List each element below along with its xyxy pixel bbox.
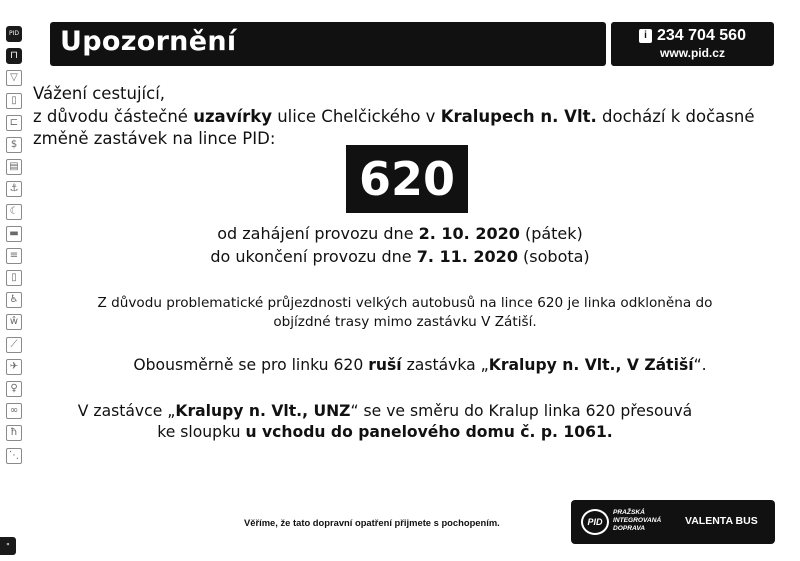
pid-logo: PID [581,509,609,535]
bicycle-icon: ∞ [6,403,22,419]
intro-line-2: z důvodu částečné uzavírky ulice Chelčického v Kralupech n. Vlt. dochází k dočasné [33,106,755,126]
stroller-icon: ♀ [6,381,22,397]
detour-paragraph: Z důvodu problematické průjezdnosti velkých autobusů na lince 620 je linka odkloněna do objízdné trasy mimo zastávku V Zátiší. [97,295,713,330]
metro-icon: ⊓ [6,48,22,64]
cancelled-stop-paragraph: Obousměrně se pro linku 620 ruší zastávka „Kralupy n. Vlt., V Zátiší“. [133,356,707,374]
phone-icon: ▯ [6,270,22,286]
header-bar [50,22,606,66]
wheelchair-icon: ♿ [6,292,22,308]
operator-name: VALENTA BUS [685,515,758,527]
car-icon: ▬ [6,226,22,242]
walking-icon: ⋱ [6,448,22,464]
family-icon: ŵ [6,314,22,330]
tram-icon: ▽ [6,70,22,86]
cable-car-icon: ⟋ [6,337,22,353]
pid-name: PRAŽSKÁ INTEGROVANÁ DOPRAVA [613,509,662,532]
website-link[interactable]: www.pid.cz [660,46,725,60]
bus-icon: ▯ [6,93,22,109]
phone-number: 234 704 560 [657,27,746,44]
line-number-badge: 620 [346,145,468,213]
ticket-icon: ▤ [6,159,22,175]
intro-text [33,83,773,151]
end-date-line: do ukončení provozu dne 7. 11. 2020 (sobota) [210,247,590,266]
currency-icon: $ [6,137,22,153]
start-date-line: od zahájení provozu dne 2. 10. 2020 (pátek) [217,224,583,243]
intro-line-3: změně zastávek na lince PID: [33,129,276,148]
footer-note: Věříme, že tato dopravní opatření přijmete s pochopením. [244,517,500,528]
info-phone-icon: i [639,29,652,43]
dog-icon: ħ [6,425,22,441]
train-icon: ≡ [6,248,22,264]
airplane-icon: ✈ [6,359,22,375]
greeting: Vážení cestující, [33,84,166,103]
anchor-icon: ⚓ [6,181,22,197]
stop-sign-icon: ⊏ [6,115,22,131]
footer-brand-box [571,500,775,544]
night-icon: ☾ [6,204,22,220]
contact-box [611,22,774,66]
validity-dates [0,222,800,268]
relocated-stop-paragraph: V zastávce „Kralupy n. Vlt., UNZ“ se ve směru do Kralup linka 620 přesouvá ke sloupku u vchodu do panelového domu č. p. 1061. [77,402,693,441]
pid-logo-icon: PID [6,26,22,42]
corner-tab[interactable]: " [0,537,16,555]
page-title: Upozornění [60,26,237,57]
